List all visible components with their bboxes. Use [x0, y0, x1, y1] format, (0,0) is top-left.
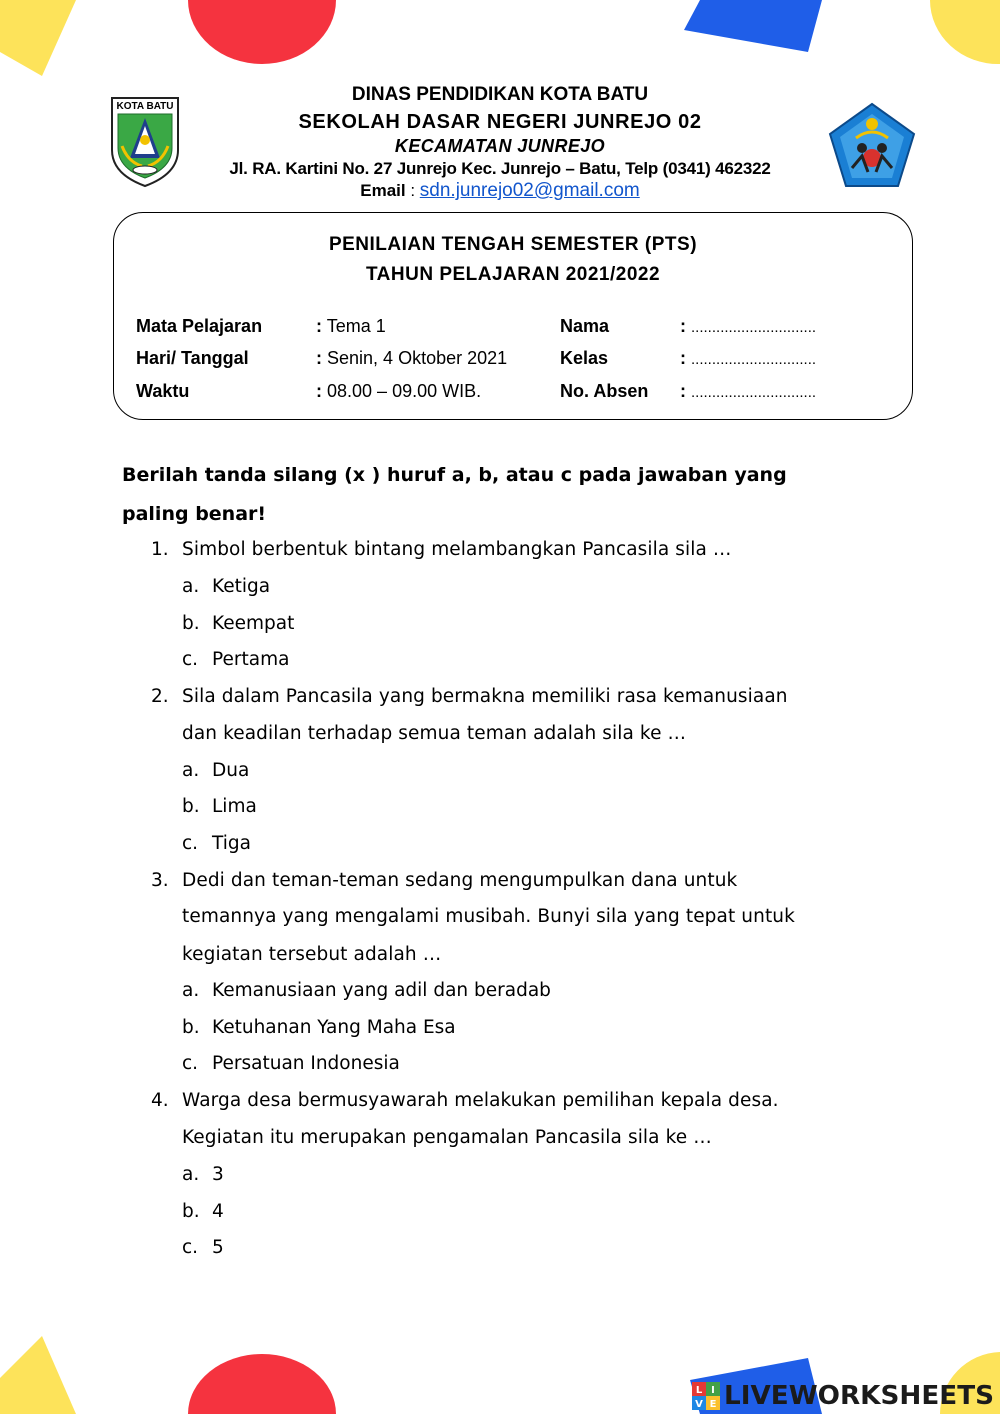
instruction-line-1: Berilah tanda silang (x ) huruf a, b, atau c pada jawaban yang	[122, 464, 787, 486]
time-label: Waktu	[136, 381, 190, 401]
option-text[interactable]: Dua	[212, 760, 250, 781]
name-label: Nama	[560, 316, 610, 336]
badge-letter: L	[695, 1385, 703, 1396]
yellow-triangle-top-left	[0, 0, 76, 76]
option-text[interactable]: Persatuan Indonesia	[212, 1053, 400, 1074]
option-text[interactable]: Ketiga	[212, 576, 271, 597]
question-text: Simbol berbentuk bintang melambangkan Pancasila sila …	[182, 539, 732, 560]
red-semicircle-top	[188, 0, 336, 64]
question-number: 3.	[151, 870, 169, 891]
option-letter[interactable]: b.	[182, 1017, 200, 1038]
email-link[interactable]: sdn.junrejo02@gmail.com	[419, 180, 640, 201]
question-number: 4.	[151, 1090, 169, 1111]
header-district: KECAMATAN JUNREJO	[394, 136, 606, 156]
info-row-time	[114, 381, 912, 405]
question-number: 2.	[151, 686, 169, 707]
option-letter[interactable]: a.	[182, 1164, 200, 1185]
info-row-date	[114, 348, 912, 372]
question-text: dan keadilan terhadap semua teman adalah sila ke …	[182, 723, 687, 744]
question-text: kegiatan tersebut adalah …	[182, 944, 442, 965]
liveworksheets-wordmark: LIVEWORKSHEETS	[724, 1381, 994, 1411]
option-letter[interactable]: c.	[182, 649, 199, 670]
option-text[interactable]: Ketuhanan Yang Maha Esa	[212, 1017, 456, 1038]
class-field[interactable]: : ..............................	[680, 348, 817, 368]
name-field[interactable]: : ..............................	[680, 316, 817, 336]
question-text: Dedi dan teman-teman sedang mengumpulkan dana untuk	[182, 870, 738, 891]
option-text[interactable]: Pertama	[212, 649, 290, 670]
instruction-line-2: paling benar!	[122, 503, 267, 525]
blue-quad-top	[684, 0, 822, 52]
class-label: Kelas	[560, 348, 609, 368]
option-letter[interactable]: a.	[182, 980, 200, 1001]
question-number: 1.	[151, 539, 169, 560]
badge-letter: V	[695, 1399, 703, 1410]
option-text[interactable]: 3	[212, 1164, 224, 1185]
liveworksheets-logo[interactable]	[686, 1360, 998, 1414]
badge-letter: I	[711, 1385, 715, 1396]
date-label: Hari/ Tanggal	[136, 348, 249, 368]
date-value: : Senin, 4 Oktober 2021	[316, 348, 508, 368]
yellow-circle-top-right	[930, 0, 1000, 64]
exam-info-box	[113, 212, 913, 420]
option-text[interactable]: Lima	[212, 796, 257, 817]
option-text[interactable]: Kemanusiaan yang adil dan beradab	[212, 980, 551, 1001]
option-letter[interactable]: c.	[182, 833, 199, 854]
subject-label: Mata Pelajaran	[136, 316, 263, 336]
header-department: DINAS PENDIDIKAN KOTA BATU	[351, 84, 649, 105]
badge-letter: E	[709, 1399, 717, 1410]
info-row-subject	[114, 316, 912, 340]
option-text[interactable]: 4	[212, 1201, 224, 1222]
option-letter[interactable]: c.	[182, 1237, 199, 1258]
header-school-name: SEKOLAH DASAR NEGERI JUNREJO 02	[298, 111, 702, 133]
crest-text: KOTA BATU	[116, 101, 174, 112]
option-letter[interactable]: a.	[182, 576, 200, 597]
header-address: Jl. RA. Kartini No. 27 Junrejo Kec. Junrejo – Batu, Telp (0341) 462322	[229, 159, 771, 178]
red-semicircle-bottom	[188, 1354, 336, 1414]
option-letter[interactable]: b.	[182, 613, 200, 634]
option-letter[interactable]: b.	[182, 1201, 200, 1222]
subject-value: : Tema 1	[316, 316, 386, 336]
question-text: temannya yang mengalami musibah. Bunyi sila yang tepat untuk	[182, 906, 795, 927]
question-text: Warga desa bermusyawarah melakukan pemilihan kepala desa.	[182, 1090, 779, 1111]
liveworksheets-badge-icon	[692, 1382, 720, 1410]
absen-field[interactable]: : ..............................	[680, 381, 817, 401]
option-letter[interactable]: c.	[182, 1053, 199, 1074]
header-email-line	[0, 180, 1000, 202]
time-value: : 08.00 – 09.00 WIB.	[316, 381, 482, 401]
yellow-triangle-bottom-left	[0, 1336, 76, 1414]
option-text[interactable]: 5	[212, 1237, 224, 1258]
question-text: Sila dalam Pancasila yang bermakna memiliki rasa kemanusiaan	[182, 686, 788, 707]
email-separator: :	[405, 181, 420, 200]
email-label: Email	[360, 181, 406, 200]
exam-title: PENILAIAN TENGAH SEMESTER (PTS)	[328, 234, 698, 255]
option-text[interactable]: Keempat	[212, 613, 295, 634]
option-letter[interactable]: b.	[182, 796, 200, 817]
option-text[interactable]: Tiga	[212, 833, 251, 854]
question-text: Kegiatan itu merupakan pengamalan Pancasila sila ke …	[182, 1127, 712, 1148]
exam-year: TAHUN PELAJARAN 2021/2022	[365, 264, 661, 285]
absen-label: No. Absen	[560, 381, 649, 401]
option-letter[interactable]: a.	[182, 760, 200, 781]
